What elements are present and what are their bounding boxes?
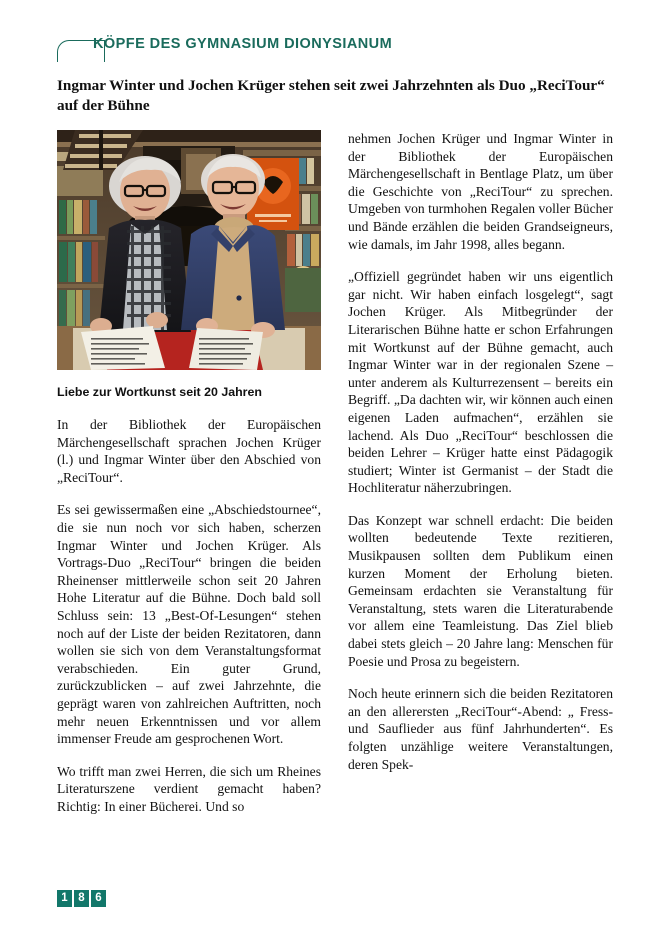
photo-caption: Liebe zur Wortkunst seit 20 Jahren <box>57 385 262 399</box>
page-number-digit: 8 <box>74 890 89 907</box>
left-column-body <box>57 416 321 815</box>
article-headline: Ingmar Winter und Jochen Krüger stehen seit zwei Jahrzehnten als Duo „ReciTour“ auf der Bühne <box>57 77 605 114</box>
section-header-title: KÖPFE DES GYMNASIUM DIONYSIANUM <box>93 36 393 52</box>
article-photo <box>57 130 321 370</box>
right-column-body <box>348 130 613 773</box>
paragraph: Wo trifft man zwei Herren, die sich um Rheines Literaturszene verdient gemacht haben? Richtig: In einer Bücherei. Und so <box>57 763 321 814</box>
section-header <box>57 36 613 64</box>
page-number-badge <box>57 890 106 907</box>
paragraph: Das Konzept war schnell erdacht: Die beiden wollten bedeutende Texte rezitieren, Musikpausen sollten dem Publikum einen kurzen Moment der Erholung bieten. Gemeinsam erdachten sie Veranstaltung für Veranstaltung, stets waren die Literaturabende vor allem eine Teamleistung. Das Ziel blieb dabei stets gleich – 20 Jahre lang: Menschen für Poesie und Prosa zu begeistern. <box>348 512 613 669</box>
paragraph: Noch heute erinnern sich die beiden Rezitatoren an den allerersten „ReciTour“-Abend: „ Fress- und Sauflieder aus fünf Jahrhunderten“. Es folgten unzählige weitere Veranstaltungen, deren Spek- <box>348 686 613 772</box>
photo-illustration <box>57 130 321 370</box>
paragraph: Es sei gewissermaßen eine „Abschiedstournee“, die sie nun noch vor sich haben, scherzen Ingmar Winter und Jochen Krüger. Als Vortrags-Duo „ReciTour“ bringen die beiden Rheinenser mittlerweile schon seit 20 Jahren Hohe Literatur auf die Bühne. Doch bald soll Schluss sein: 13 „Best-Of-Lesungen“ stehen noch auf der Liste der beiden Rezitatoren, dann wollen sie sich von dem Veranstaltungsformat verabschieden. Ein guter Grund, zurückzublicken – auf zwei Jahrzehnte, die geprägt waren von zahlreichen Auftritten, noch mehr neuen Erkenntnissen und vor allem immenser Freude am gesprochenen Wort. <box>57 502 321 747</box>
paragraph: „Offiziell gegründet haben wir uns eigentlich gar nicht. Wir haben einfach losgelegt“, sagt Jochen Krüger. Als Mitbegründer der Literarischen Bühne hatte er schon Erfahrungen mit Wortkunst auf der Bühne gemacht, auch Ingmar Winter war in der regionalen Szene – unter anderem als Kulturrezensent – bereits ein Begriff. „Da dachten wir, wir können auch einen eigenen Laden aufmachen“, erzählen sie lachend. Als Duo „ReciTour“ beschlossen die beiden Lehrer – Krüger hatte einst Pädagogik studiert; Winter ist Germanist – der Stadt die Hochliteratur näherzubringen. <box>348 269 613 496</box>
paragraph: nehmen Jochen Krüger und Ingmar Winter in der Bibliothek der Europäischen Märchengesellschaft in Bentlage Platz, um über die Geschichte von „ReciTour“ zu sprechen. Umgeben von turmhohen Regalen voller Bücher und Bände erzählen die beiden Grandseigneurs, wie damals, im Jahr 1998, alles begann. <box>348 131 613 252</box>
page-number-digit: 1 <box>57 890 72 907</box>
right-column <box>348 130 613 773</box>
page-number-digit: 6 <box>91 890 106 907</box>
paragraph: In der Bibliothek der Europäischen Märchengesellschaft sprachen Jochen Krüger (l.) und Ingmar Winter über den Abschied von „ReciTour“. <box>57 417 321 485</box>
left-column <box>57 130 321 830</box>
